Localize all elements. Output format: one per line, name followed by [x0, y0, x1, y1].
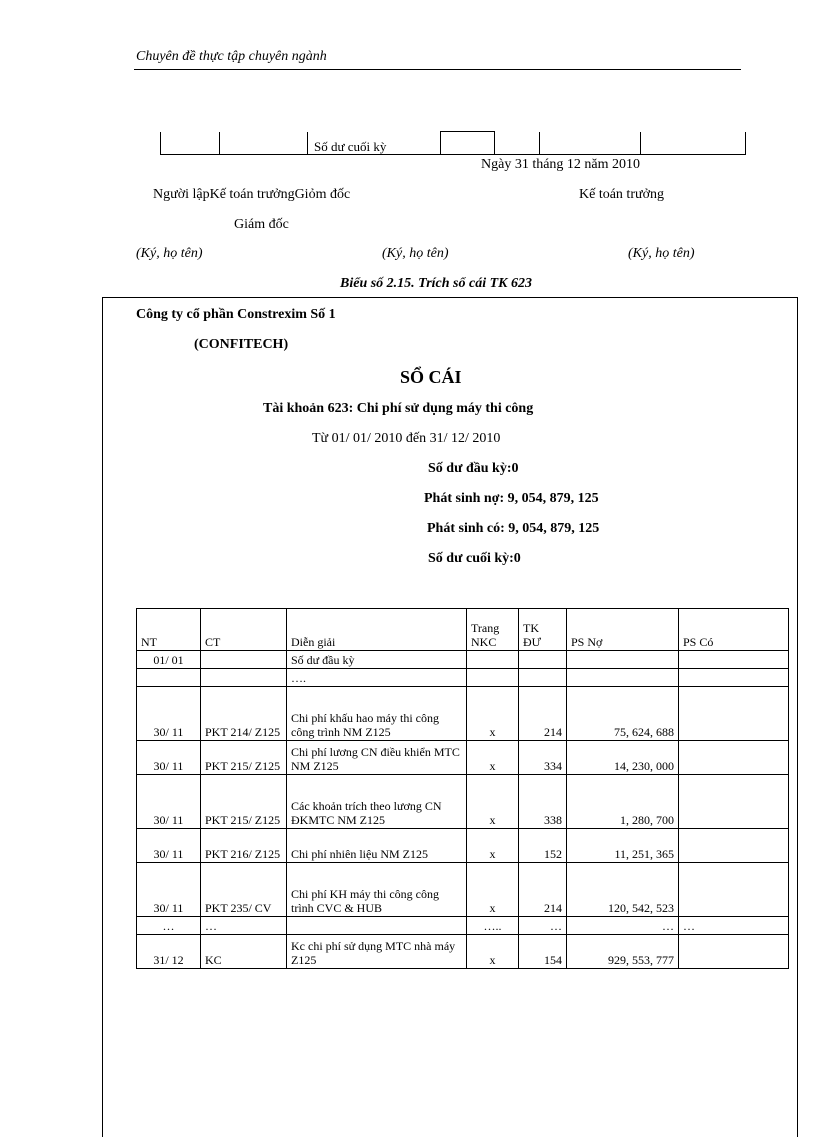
- col-desc: Diễn giải: [287, 609, 467, 651]
- cell-acct: 338: [519, 775, 567, 829]
- cell-ct: PKT 214/ Z125: [201, 687, 287, 741]
- cell-credit: [679, 741, 789, 775]
- table-row: [137, 669, 789, 687]
- cell-debit: 1, 280, 700: [567, 775, 679, 829]
- opening-balance: Số dư đầu kỳ:0: [428, 461, 519, 476]
- col-credit: PS Có: [679, 609, 789, 651]
- cell-acct: 334: [519, 741, 567, 775]
- cell-page: …..: [467, 917, 519, 935]
- tick-mark: [219, 132, 220, 155]
- cell-nt: 30/ 11: [137, 687, 201, 741]
- cell-page: x: [467, 863, 519, 917]
- cell-credit: [679, 775, 789, 829]
- cell-nt: 30/ 11: [137, 863, 201, 917]
- sign-note-mid: (Ký, họ tên): [382, 246, 449, 261]
- cell-desc: Chi phí khấu hao máy thi công công trình NM Z125: [287, 687, 467, 741]
- col-acct: [519, 609, 567, 651]
- cell-nt: …: [137, 917, 201, 935]
- header-rule: [134, 69, 741, 70]
- cell-acct: [519, 669, 567, 687]
- cell-page: x: [467, 935, 519, 969]
- col-nt: NT: [137, 609, 201, 651]
- cell-desc: Kc chi phí sử dụng MTC nhà máy Z125: [287, 935, 467, 969]
- cell-debit: 120, 542, 523: [567, 863, 679, 917]
- cell-credit: [679, 863, 789, 917]
- cell-credit: [679, 935, 789, 969]
- cell-page: x: [467, 741, 519, 775]
- cell-ct: PKT 235/ CV: [201, 863, 287, 917]
- running-header: Chuyên đề thực tập chuyên ngành: [136, 49, 327, 64]
- cell-debit: 11, 251, 365: [567, 829, 679, 863]
- col-page-top: Trang: [471, 621, 500, 635]
- cell-desc: Các khoản trích theo lương CN ĐKMTC NM Z125: [287, 775, 467, 829]
- cell-acct: 214: [519, 863, 567, 917]
- cell-page: x: [467, 829, 519, 863]
- cell-desc: Số dư đầu kỳ: [287, 651, 467, 669]
- cell-ct: …: [201, 917, 287, 935]
- tick-mark: [539, 132, 540, 155]
- cell-nt: 31/ 12: [137, 935, 201, 969]
- cell-ct: KC: [201, 935, 287, 969]
- cell-nt: 30/ 11: [137, 775, 201, 829]
- col-page-bottom: NKC: [471, 635, 497, 649]
- company-name: Công ty cổ phần Constrexim Số 1: [136, 307, 336, 322]
- sign-note-left: (Ký, họ tên): [136, 246, 203, 261]
- tick-mark: [745, 132, 746, 155]
- signature-roles: Người lậpKế toán trưởngGiỏm đốc: [153, 187, 351, 202]
- cell-nt: [137, 669, 201, 687]
- cell-credit: [679, 829, 789, 863]
- cell-credit: [679, 687, 789, 741]
- cell-ct: [201, 669, 287, 687]
- ledger-title: SỔ CÁI: [400, 367, 462, 387]
- cell-credit: [679, 651, 789, 669]
- cell-acct: 214: [519, 687, 567, 741]
- cell-debit: [567, 651, 679, 669]
- cell-desc: [287, 917, 467, 935]
- credit-total: Phát sinh có: 9, 054, 879, 125: [427, 521, 600, 536]
- closing-balance-label: Số dư cuối kỳ: [314, 139, 387, 154]
- tick-mark: [640, 132, 641, 155]
- table-row: [137, 741, 789, 775]
- tick-box: [440, 131, 495, 154]
- sign-note-right: (Ký, họ tên): [628, 246, 695, 261]
- cell-debit: 929, 553, 777: [567, 935, 679, 969]
- table-row: [137, 775, 789, 829]
- signature-role-right: Kế toán trưởng: [579, 187, 664, 202]
- cell-page: x: [467, 687, 519, 741]
- closing-balance: Số dư cuối kỳ:0: [428, 551, 521, 566]
- table-row: [137, 935, 789, 969]
- cell-nt: 30/ 11: [137, 741, 201, 775]
- signature-role-director: Giám đốc: [234, 217, 289, 232]
- cell-acct: 152: [519, 829, 567, 863]
- cell-page: [467, 669, 519, 687]
- cell-debit: 14, 230, 000: [567, 741, 679, 775]
- cell-credit: [679, 669, 789, 687]
- col-page: [467, 609, 519, 651]
- table-row: [137, 863, 789, 917]
- col-debit: PS Nợ: [567, 609, 679, 651]
- cell-desc: Chi phí nhiên liệu NM Z125: [287, 829, 467, 863]
- tick-mark: [160, 132, 161, 155]
- cell-ct: PKT 215/ Z125: [201, 741, 287, 775]
- col-ct: CT: [201, 609, 287, 651]
- cell-acct: 154: [519, 935, 567, 969]
- cell-page: [467, 651, 519, 669]
- account-name: Tài khoản 623: Chi phí sử dụng máy thi công: [263, 401, 534, 416]
- cell-nt: 01/ 01: [137, 651, 201, 669]
- cell-nt: 30/ 11: [137, 829, 201, 863]
- col-acct-top: TK: [523, 621, 539, 635]
- tick-mark: [307, 132, 308, 155]
- ledger-body: [137, 651, 789, 969]
- cell-desc: Chi phí KH máy thi công công trình CVC & HUB: [287, 863, 467, 917]
- signature-rule: [160, 154, 746, 155]
- cell-acct: …: [519, 917, 567, 935]
- table-row: [137, 917, 789, 935]
- figure-caption: Biểu số 2.15. Trích sổ cái TK 623: [340, 276, 532, 291]
- cell-debit: [567, 669, 679, 687]
- cell-ct: [201, 651, 287, 669]
- company-abbr: (CONFITECH): [194, 337, 289, 352]
- ledger-period: Từ 01/ 01/ 2010 đến 31/ 12/ 2010: [312, 431, 501, 446]
- cell-ct: PKT 215/ Z125: [201, 775, 287, 829]
- table-row: [137, 829, 789, 863]
- cell-debit: 75, 624, 688: [567, 687, 679, 741]
- cell-desc: ….: [287, 669, 467, 687]
- cell-acct: [519, 651, 567, 669]
- date-line: Ngày 31 tháng 12 năm 2010: [481, 157, 641, 172]
- cell-desc: Chi phí lương CN điều khiển MTC NM Z125: [287, 741, 467, 775]
- table-row: [137, 687, 789, 741]
- cell-page: x: [467, 775, 519, 829]
- cell-ct: PKT 216/ Z125: [201, 829, 287, 863]
- ledger-table: [136, 608, 789, 969]
- table-header-row: [137, 609, 789, 651]
- cell-credit: …: [679, 917, 789, 935]
- debit-total: Phát sinh nợ: 9, 054, 879, 125: [424, 491, 599, 506]
- cell-debit: …: [567, 917, 679, 935]
- col-acct-bottom: ĐƯ: [523, 635, 541, 649]
- table-row: [137, 651, 789, 669]
